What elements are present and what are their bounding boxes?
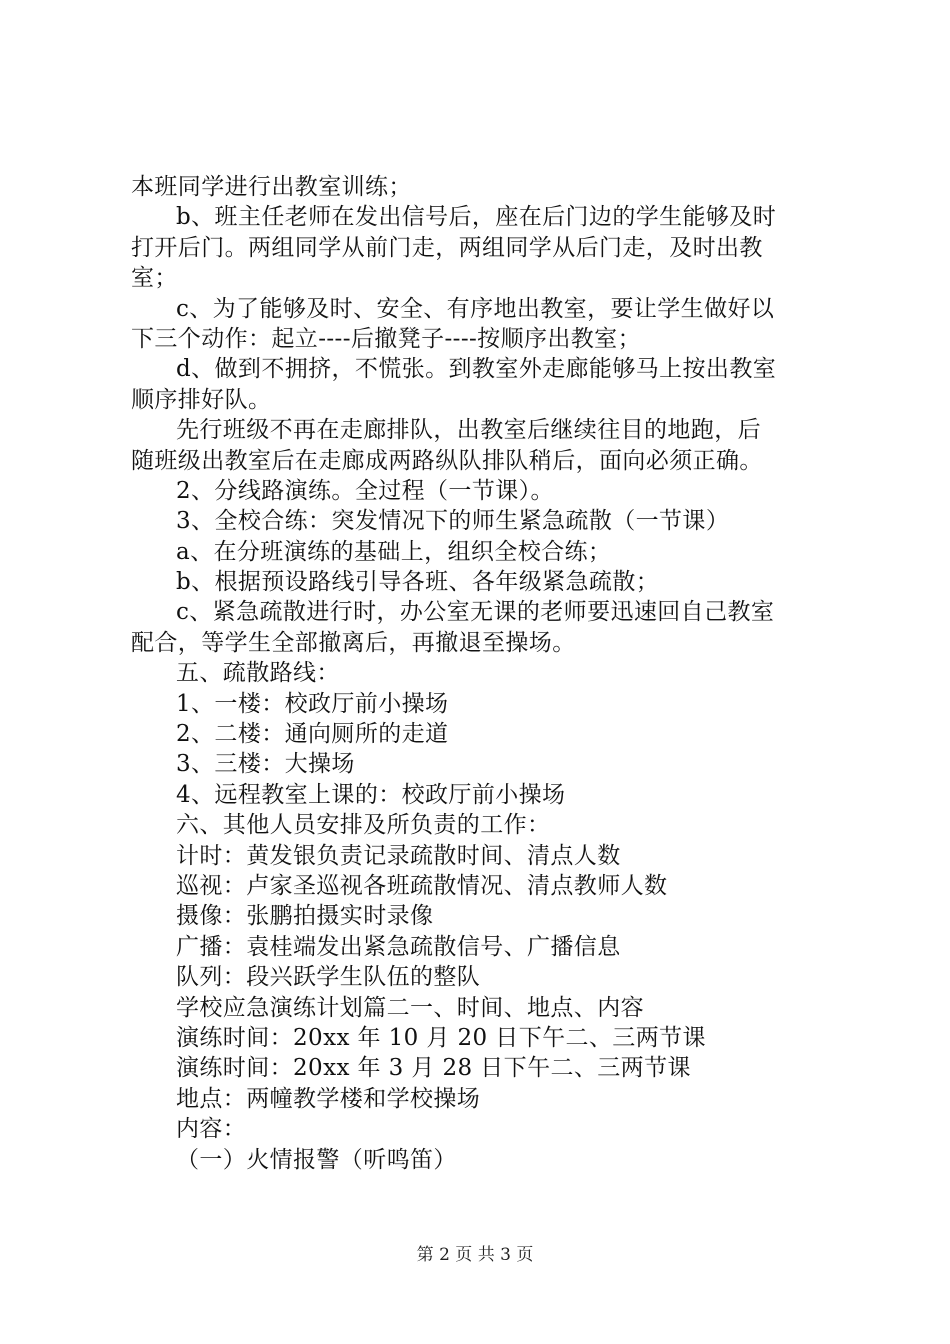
text-line: 2、二楼：通向厕所的走道	[176, 721, 449, 748]
text-line: c、为了能够及时、安全、有序地出教室，要让学生做好以	[176, 295, 775, 322]
text-line: 3、全校合练：突发情况下的师生紧急疏散（一节课）	[176, 508, 730, 535]
text-line: 3、三楼：大操场	[176, 751, 355, 778]
text-line: 队列：段兴跃学生队伍的整队	[176, 964, 481, 991]
page-number-footer: 第 2 页 共 3 页	[416, 1245, 534, 1265]
section-heading: 学校应急演练计划篇二一、时间、地点、内容	[176, 994, 644, 1021]
text-line: 演练时间：20xx 年 3 月 28 日下午二、三两节课	[176, 1055, 691, 1082]
text-line: 计时：黄发银负责记录疏散时间、清点人数	[176, 842, 621, 869]
section-heading: 五、疏散路线：	[176, 660, 340, 687]
text-line: b、班主任老师在发出信号后，座在后门边的学生能够及时	[176, 204, 777, 231]
text-line: 顺序排好队。	[131, 386, 272, 413]
text-line: b、根据预设路线引导各班、各年级紧急疏散；	[176, 569, 660, 596]
text-line: 演练时间：20xx 年 10 月 20 日下午二、三两节课	[176, 1024, 706, 1051]
text-line: 巡视：卢家圣巡视各班疏散情况、清点教师人数	[176, 872, 668, 899]
text-line: 下三个动作：起立----后撤凳子----按顺序出教室；	[131, 325, 641, 352]
text-line: 配合，等学生全部撤离后，再撤退至操场。	[131, 629, 576, 656]
document-body	[131, 172, 831, 1175]
text-line: 本班同学进行出教室训练；	[131, 174, 412, 200]
text-line: 内容：	[176, 1116, 247, 1143]
text-line: 4、远程教室上课的：校政厅前小操场	[176, 781, 566, 808]
text-line: （一）火情报警（听鸣笛）	[176, 1146, 457, 1173]
text-line: 先行班级不再在走廊排队，出教室后继续往目的地跑，后	[176, 417, 761, 444]
text-line: d、做到不拥挤，不慌张。到教室外走廊能够马上按出教室	[176, 356, 777, 383]
text-line: 摄像：张鹏拍摄实时录像	[176, 903, 434, 930]
text-line: 1、一楼：校政厅前小操场	[176, 690, 449, 717]
text-line: c、紧急疏散进行时，办公室无课的老师要迅速回自己教室	[176, 599, 775, 626]
text-line: 打开后门。两组同学从前门走，两组同学从后门走，及时出教	[131, 234, 763, 261]
text-line: 2、分线路演练。全过程（一节课）。	[176, 477, 554, 504]
text-line: 室；	[131, 265, 178, 292]
text-line: 随班级出教室后在走廊成两路纵队排队稍后，面向必须正确。	[131, 447, 763, 474]
section-heading: 六、其他人员安排及所负责的工作：	[176, 812, 551, 839]
text-line: 地点：两幢教学楼和学校操场	[176, 1085, 481, 1112]
text-line: a、在分班演练的基础上，组织全校合练；	[176, 538, 612, 565]
text-line: 广播：袁桂端发出紧急疏散信号、广播信息	[176, 933, 621, 960]
